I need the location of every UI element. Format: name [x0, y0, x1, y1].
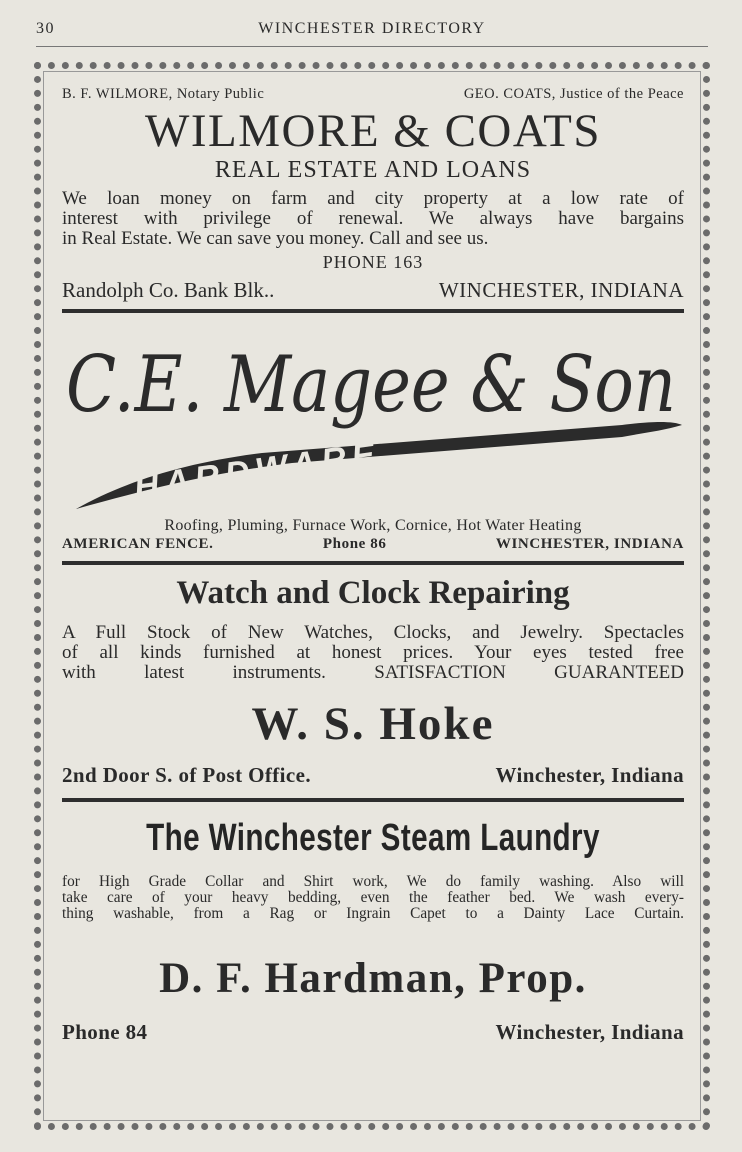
address-line	[62, 277, 684, 303]
wilmore-coats-ad	[62, 86, 684, 303]
section-rule	[62, 798, 684, 802]
logo-script: C.E. Magee & Son	[66, 340, 676, 430]
magee-hardware-ad	[62, 313, 684, 552]
header-rule	[36, 46, 708, 47]
body-line: of all kinds furnished at honest prices. Your eyes tested free	[62, 642, 684, 663]
body-line: We loan money on farm and city property at a low rate of	[62, 188, 684, 209]
body-line: A Full Stock of New Watches, Clocks, and Jewelry. Spectacles	[62, 622, 684, 643]
ad-body	[62, 874, 684, 922]
page-number: 30	[36, 20, 55, 37]
city: WINCHESTER, INDIANA	[438, 278, 684, 302]
body-line: in Real Estate. We can save you money. Call and see us.	[62, 228, 489, 249]
banner-text: HARDWARE	[131, 434, 383, 507]
firm-name: WILMORE & COATS	[145, 105, 601, 157]
officer-left: B. F. WILMORE, Notary Public	[62, 86, 265, 102]
proprietor: D. F. Hardman, Prop.	[159, 955, 587, 1002]
body-line: with latest instruments. SATISFACTION GUARANTEED	[62, 662, 684, 683]
section-rule	[62, 561, 684, 565]
business-name: W. S. Hoke	[251, 698, 495, 750]
body-line: for High Grade Collar and Shirt work, We do family washing. Also will	[62, 873, 684, 890]
running-head	[36, 20, 708, 42]
body-line: take care of your heavy bedding, even the feather bed. We wash every-	[62, 889, 684, 906]
city: WINCHESTER, INDIANA	[495, 536, 684, 552]
address: 2nd Door S. of Post Office.	[62, 763, 311, 787]
advertisements	[62, 82, 684, 1045]
address-line	[62, 763, 684, 788]
officers-line	[62, 86, 684, 103]
ad-heading: The Winchester Steam Laundry	[146, 817, 600, 859]
officer-right: GEO. COATS, Justice of the Peace	[463, 86, 684, 102]
city: Winchester, Indiana	[495, 1020, 684, 1044]
laundry-ad	[62, 814, 684, 1045]
magee-footer	[62, 536, 684, 553]
fence-label: AMERICAN FENCE.	[62, 536, 214, 552]
running-title: WINCHESTER DIRECTORY	[258, 20, 486, 37]
city: Winchester, Indiana	[495, 763, 684, 787]
phone-line	[62, 1020, 684, 1045]
ad-body	[62, 623, 684, 683]
body-line: interest with privilege of renewal. We always have bargains	[62, 208, 684, 229]
phone: PHONE 163	[322, 252, 424, 272]
phone: Phone 86	[322, 536, 387, 552]
magee-logo	[62, 313, 684, 513]
body-line: thing washable, from a Rag or Ingrain Capet to a Dainty Lace Curtain.	[62, 905, 684, 922]
address: Randolph Co. Bank Blk..	[62, 278, 275, 302]
ad-body	[62, 189, 684, 249]
hoke-ad	[62, 573, 684, 788]
firm-subtitle: REAL ESTATE AND LOANS	[214, 157, 532, 183]
services-line: Roofing, Pluming, Furnace Work, Cornice, Hot Water Heating	[164, 517, 582, 534]
phone: Phone 84	[62, 1020, 148, 1044]
ad-heading: Watch and Clock Repairing	[176, 575, 570, 611]
